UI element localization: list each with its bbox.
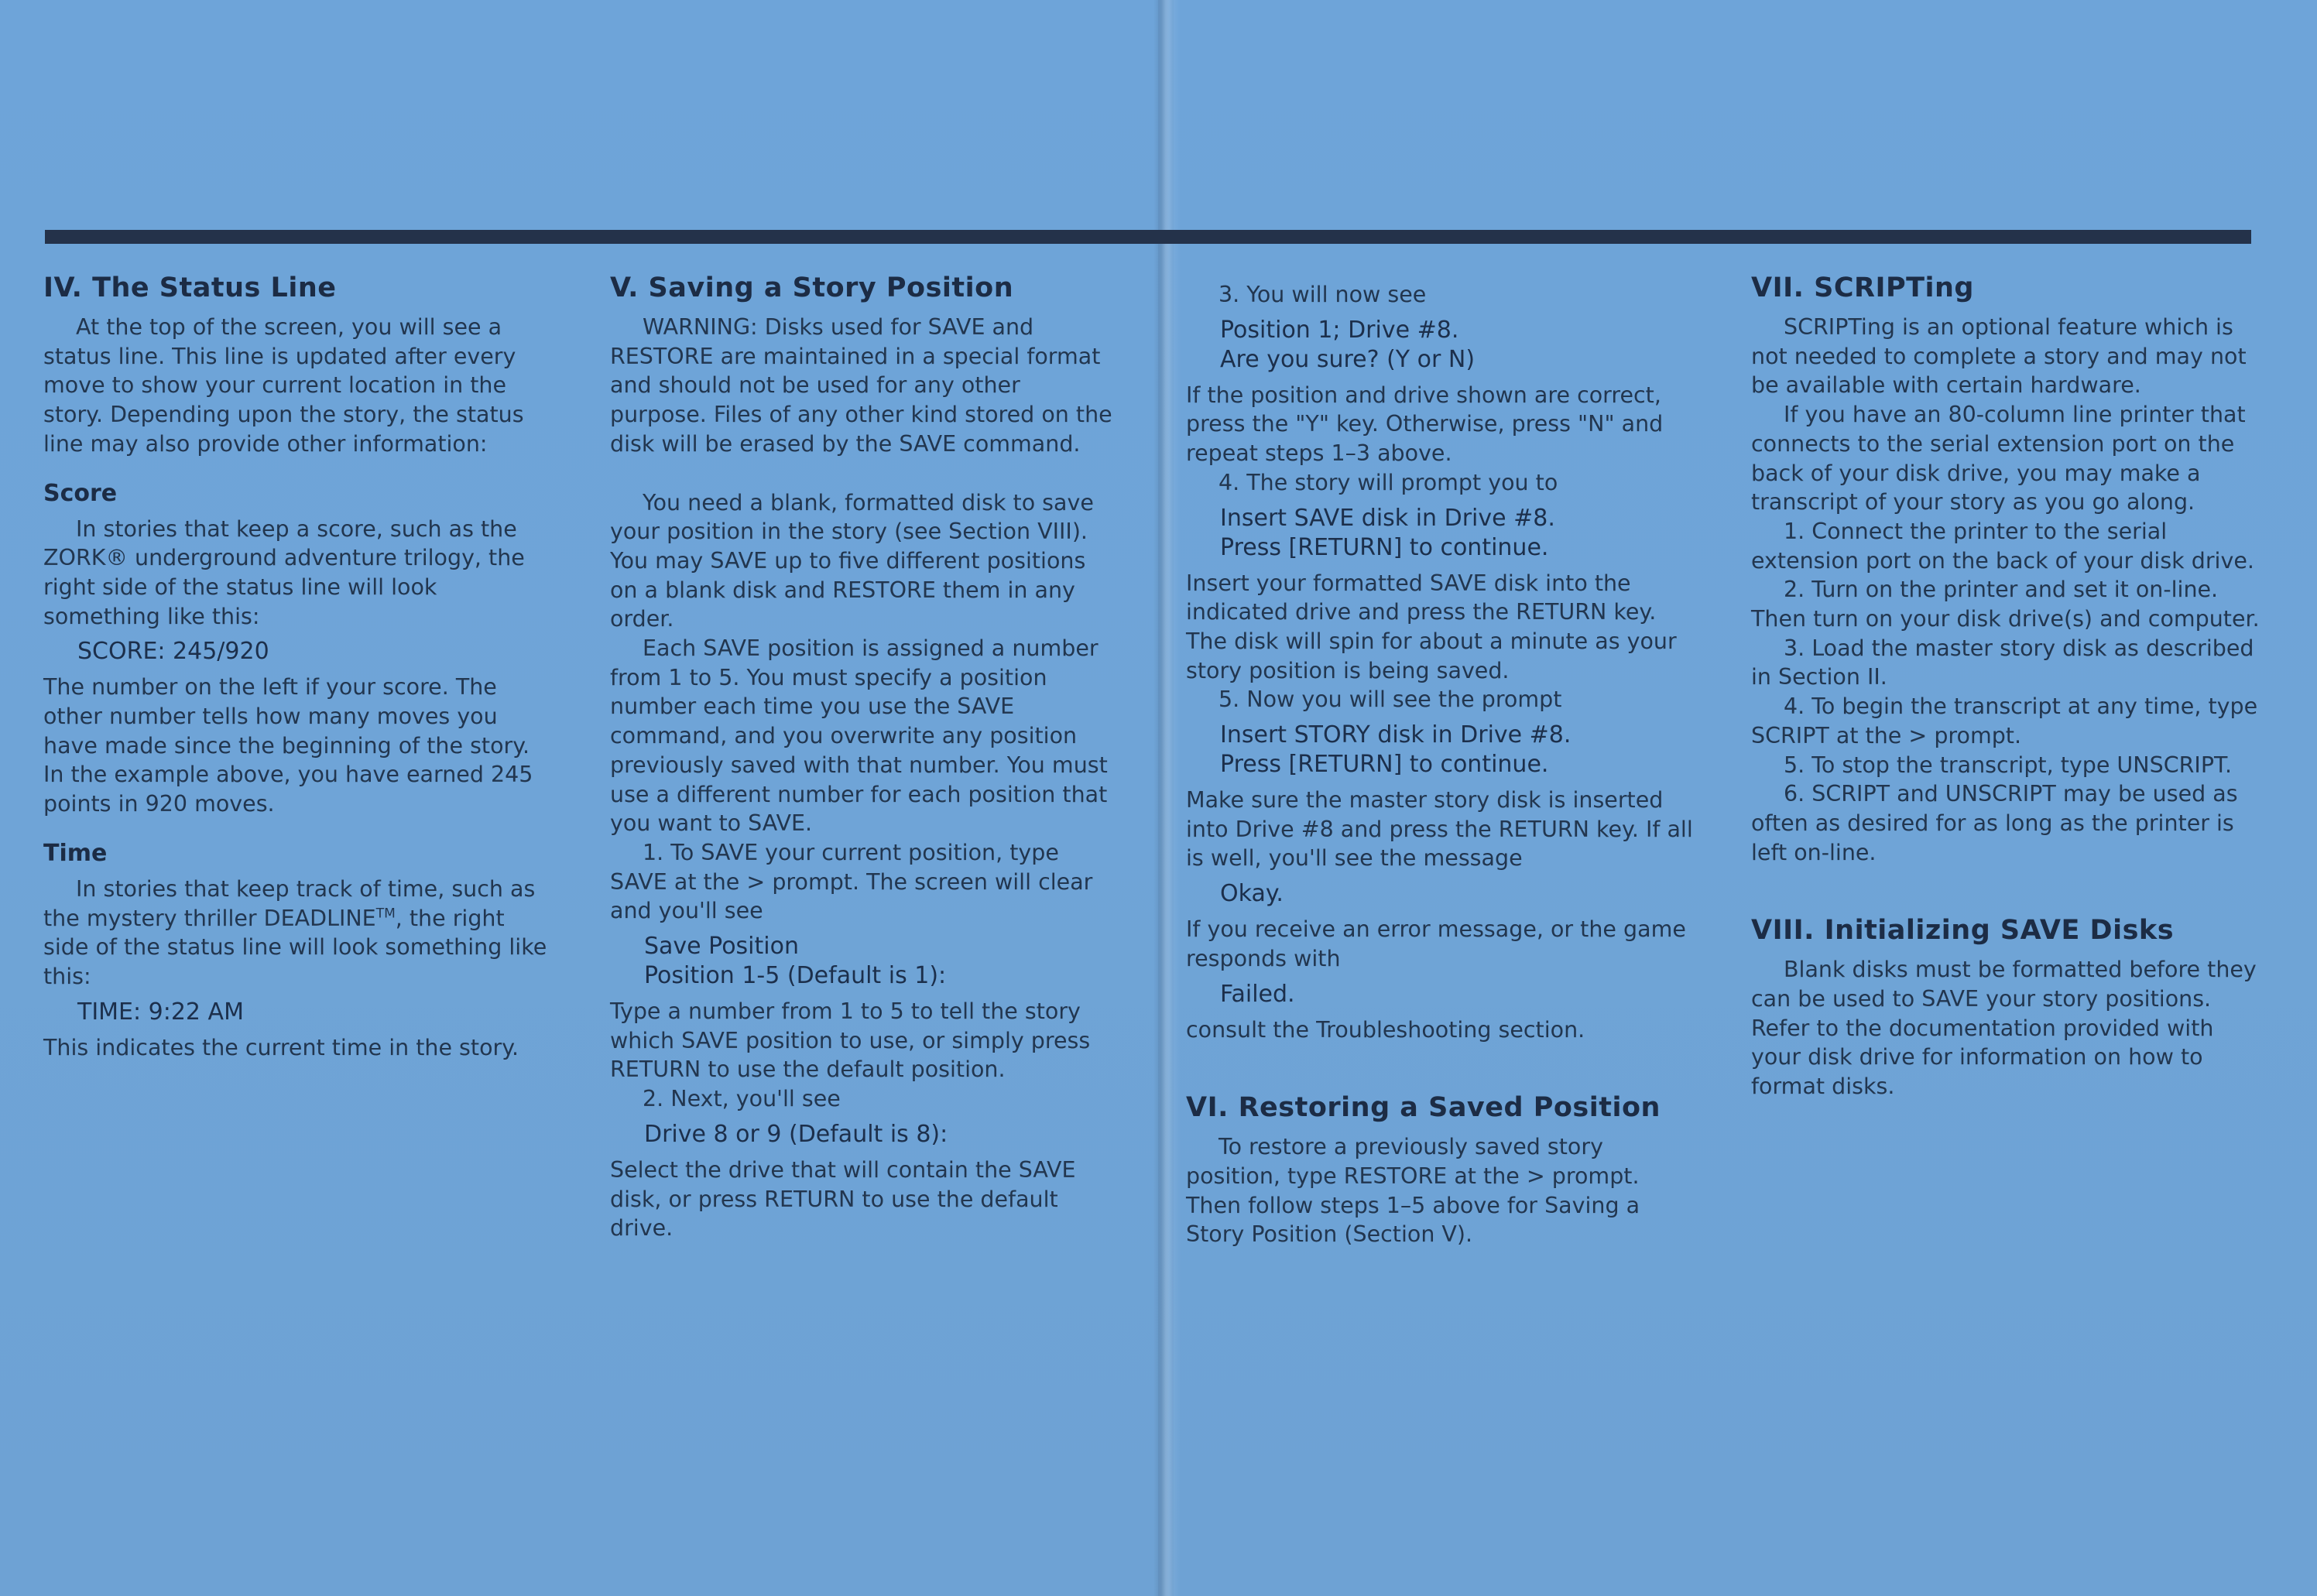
- section-heading-saving: V. Saving a Story Position: [610, 272, 1014, 303]
- subheading-score: Score: [43, 479, 118, 507]
- insert-story-prompt-example: [1220, 721, 1697, 779]
- saving-step-2: 2. Next, you'll see: [643, 1086, 841, 1112]
- scripting-paragraph-1: SCRIPTing is an optional feature which is not needed to complete a story and may not be available with certain hardware.: [1751, 314, 2247, 399]
- scripting-step-4: 4. To begin the transcript at any time, type SCRIPT at the > prompt.: [1751, 694, 2258, 748]
- confirm-prompt-example: [1220, 316, 1697, 375]
- scripting-step-2: 2. Turn on the printer and set it on-line. Then turn on your disk drive(s) and computer.: [1751, 577, 2260, 632]
- saving-paragraph-1: You need a blank, formatted disk to save your position in the story (see Section VIII). You may SAVE up to five different positions on a blank disk and RESTORE them in any order.: [610, 489, 1094, 632]
- saving-step-1: 1. To SAVE your current position, type SAVE at the > prompt. The screen will clear and you'll see: [610, 839, 1093, 924]
- scripting-step-5: 5. To stop the transcript, type UNSCRIPT.: [1784, 752, 2233, 778]
- save-prompt-line-1: Save Position: [644, 933, 799, 961]
- insert-story-line-1: Insert STORY disk in Drive #8.: [1220, 721, 1572, 749]
- saving-paragraph-2: Each SAVE position is assigned a number from 1 to 5. You must specify a position number each time you use the SAVE command, and you overwrite any position previously saved with that number. You must use a different number for each position that you want to SAVE.: [610, 635, 1108, 837]
- drive-prompt-example: Drive 8 or 9 (Default is 8):: [644, 1120, 948, 1148]
- spacer: [43, 819, 548, 830]
- header-rule: [45, 230, 2251, 244]
- trademark-mark: TM: [375, 906, 396, 922]
- saving-step-4-detail: Insert your formatted SAVE disk into the indicated drive and press the RETURN key. The disk will spin for about a minute as your story position is being saved.: [1186, 570, 1677, 683]
- section-heading-restoring: VI. Restoring a Saved Position: [1186, 1092, 1661, 1124]
- scripting-step-3: 3. Load the master story disk as described in Section II.: [1751, 635, 2254, 690]
- time-explanation: This indicates the current time in the story.: [43, 1034, 519, 1060]
- score-text: In stories that keep a score, such as the ZORK® underground adventure trilogy, the right side of the status line will look something like this:: [43, 515, 525, 629]
- time-example: TIME: 9:22 AM: [77, 998, 244, 1026]
- spacer: [1186, 1044, 1697, 1091]
- error-message-text: If you receive an error message, or the game responds with: [1186, 916, 1686, 971]
- failed-message-example: Failed.: [1220, 980, 1295, 1008]
- saving-step-5: 5. Now you will see the prompt: [1218, 687, 1562, 713]
- saving-warning: WARNING: Disks used for SAVE and RESTORE are maintained in a special format and should not be used for any other purpose. Files of any other kind stored on the disk will be erased by the SAVE command.: [610, 314, 1112, 457]
- scripting-step-6: 6. SCRIPT and UNSCRIPT may be used as often as desired for as long as the printer is left on-line.: [1751, 781, 2238, 865]
- saving-step-2-detail: Select the drive that will contain the SAVE disk, or press RETURN to use the default drive.: [610, 1156, 1076, 1242]
- save-prompt-example: [644, 932, 1113, 991]
- section-heading-scripting: VII. SCRIPTing: [1751, 272, 1974, 303]
- section-heading-status-line: IV. The Status Line: [43, 272, 337, 303]
- confirm-prompt-line-1: Position 1; Drive #8.: [1220, 316, 1459, 344]
- section-heading-initializing: VIII. Initializing SAVE Disks: [1751, 915, 2175, 947]
- column-saving: [610, 271, 1113, 1243]
- time-text-start: In stories that keep track of time, such as the mystery thriller DEADLINE: [43, 875, 536, 931]
- initializing-text: Blank disks must be formatted before they can be used to SAVE your story positions. Refer to the documentation provided with your disk drive for information on how to format disks.: [1751, 957, 2257, 1100]
- spacer: [610, 459, 1113, 488]
- score-explanation: The number on the left if your score. The other number tells how many moves you have made since the beginning of the story. In the example above, you have earned 245 points in 920 moves.: [43, 674, 533, 817]
- score-example: SCORE: 245/920: [77, 638, 269, 666]
- spacer: [1751, 867, 2262, 913]
- saving-step-3-detail: If the position and drive shown are correct, press the "Y" key. Otherwise, press "N" and repeat steps 1–3 above.: [1186, 382, 1664, 467]
- scripting-paragraph-2: If you have an 80-column line printer that connects to the serial extension port on the back of your disk drive, you may make a transcript of your story as you go along.: [1751, 402, 2246, 515]
- insert-story-line-2: Press [RETURN] to continue.: [1220, 751, 1549, 779]
- insert-save-line-2: Press [RETURN] to continue.: [1220, 533, 1549, 561]
- subheading-time: Time: [43, 839, 108, 867]
- saving-step-3: 3. You will now see: [1218, 282, 1427, 307]
- status-line-intro: At the top of the screen, you will see a status line. This line is updated after every move to show your current location in the story. Depending upon the story, the status line may also provide other information:: [43, 314, 524, 457]
- insert-save-prompt-example: [1220, 504, 1697, 563]
- save-prompt-line-2: Position 1-5 (Default is 1):: [644, 962, 947, 990]
- saving-step-1-detail: Type a number from 1 to 5 to tell the story which SAVE position to use, or simply press RETURN to use the default position.: [610, 998, 1091, 1083]
- troubleshooting-reference: consult the Troubleshooting section.: [1186, 1016, 1585, 1043]
- saving-step-4: 4. The story will prompt you to: [1218, 469, 1558, 495]
- restoring-text: To restore a previously saved story position, type RESTORE at the > prompt. Then follow steps 1–5 above for Saving a Story Position (Section V).: [1186, 1134, 1640, 1248]
- saving-step-5-detail: Make sure the master story disk is inserted into Drive #8 and press the RETURN key. If all is well, you'll see the message: [1186, 787, 1693, 872]
- column-scripting: [1751, 271, 2262, 1101]
- spacer: [43, 459, 548, 470]
- scripting-step-1: 1. Connect the printer to the serial extension port on the back of your disk drive.: [1751, 518, 2254, 574]
- column-status-line: [43, 271, 548, 1062]
- time-text-end: , the right side of the status line will look something like this:: [43, 905, 547, 989]
- time-text: [43, 875, 548, 992]
- okay-message-example: Okay.: [1220, 880, 1284, 908]
- column-saving-continued: [1186, 271, 1697, 1249]
- confirm-prompt-line-2: Are you sure? (Y or N): [1220, 345, 1476, 373]
- insert-save-line-1: Insert SAVE disk in Drive #8.: [1220, 504, 1555, 532]
